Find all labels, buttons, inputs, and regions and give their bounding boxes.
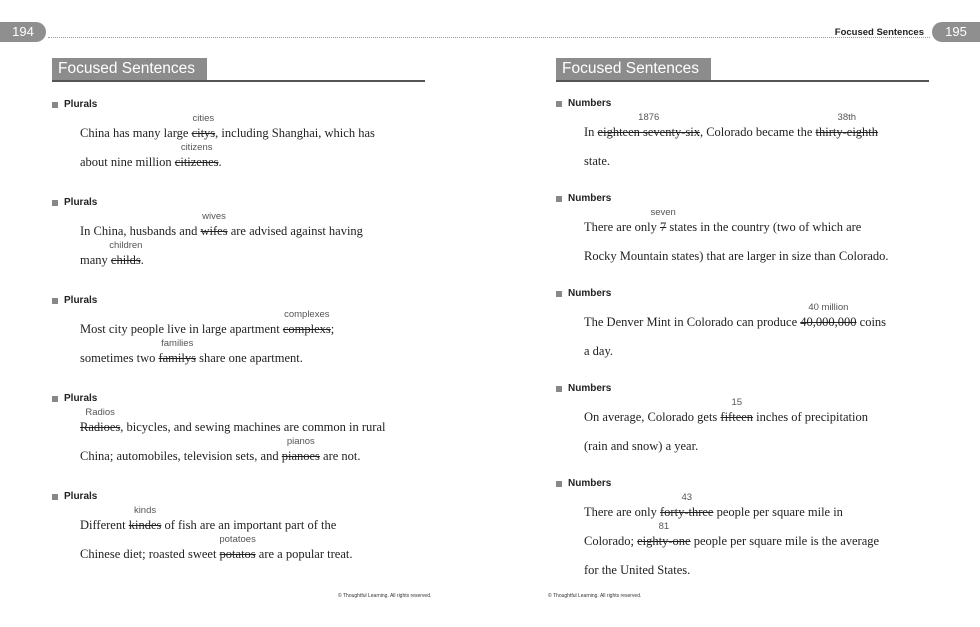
struck-word: potatos [219,547,256,561]
handwritten-correction: kinds [133,505,157,516]
text: are not. [323,449,361,463]
correction [282,309,331,337]
text: for the United States. [584,563,691,577]
sentence-line [584,492,843,520]
text: , Colorado became the [699,125,813,139]
text: ; [330,322,335,336]
sentence-line [80,436,361,464]
page-number-left: 194 [0,22,46,42]
copyright-footer-left: © Thoughtful Learning. All rights reserved. [338,593,432,599]
text: There are only [584,220,657,234]
item-label: Plurals [64,295,98,306]
sentence-line [584,112,879,140]
sentence-line [584,154,610,169]
text: Chinese diet; roasted sweet [80,547,217,561]
correction [158,338,196,366]
text: . [140,253,144,267]
struck-word: thirty-eighth [815,125,879,139]
item-label: Plurals [64,197,98,208]
section-title-left: Focused Sentences [52,58,207,80]
correction [109,240,143,268]
sentence-line [80,407,386,435]
text: In [584,125,595,139]
text: Different [80,518,126,532]
text: are advised against having [230,224,363,238]
correction [650,207,676,235]
bullet [52,200,58,206]
sentence-line [80,309,335,337]
sentence-line [80,534,353,562]
text: sometimes two [80,351,156,365]
text: about nine million [80,155,172,169]
correction [219,534,256,562]
sentence-line [80,338,303,366]
item-label: Numbers [568,288,612,299]
text: states in the country (two of which are [669,220,862,234]
sentence-line [584,397,868,425]
handwritten-correction: 40 million [808,302,849,313]
struck-word: eighteen seventy-six [597,125,700,139]
item-label: Plurals [64,393,98,404]
correction [174,142,219,170]
sentence-line [584,207,862,235]
item-label: Numbers [568,193,612,204]
handwritten-correction: seven [650,207,676,218]
text: In China, husbands and [80,224,198,238]
struck-word: childs [110,253,141,267]
handwritten-correction: potatoes [219,534,256,545]
right-column [556,0,936,627]
sentence-line [80,113,423,141]
handwritten-correction: pianos [286,436,315,447]
handwritten-correction: 38th [837,112,857,123]
item-label: Numbers [568,478,612,489]
sentence-line [80,211,363,239]
text: state. [584,154,611,168]
text: are a popular treat. [258,547,353,561]
correction [660,492,714,520]
sentence-line [584,344,613,359]
text: , including Shanghai, which has [215,126,375,140]
struck-word: 40,000,000 [800,315,857,329]
sentence-line [80,240,144,268]
bullet [556,101,562,107]
text: On average, Colorado gets [584,410,718,424]
sentence-line [584,302,887,330]
bullet [556,291,562,297]
text: The Denver Mint in Colorado can produce [584,315,798,329]
running-title: Focused Sentences [834,27,924,38]
text: coins [859,315,887,329]
correction [80,407,121,435]
sentence-line [80,505,337,533]
struck-word: kindes [128,518,162,532]
struck-word: eighty-one [637,534,691,548]
handwritten-correction: children [109,240,143,251]
bullet [556,386,562,392]
struck-word: fifteen [720,410,754,424]
item-label: Numbers [568,98,612,109]
section-title-right: Focused Sentences [556,58,711,80]
struck-word: pianoes [281,449,320,463]
text: (rain and snow) a year. [584,439,699,453]
bullet [556,196,562,202]
text: China; automobiles, television sets, and [80,449,279,463]
handwritten-correction: 81 [658,521,670,532]
correction [800,302,857,330]
struck-word: citys [191,126,216,140]
item-label: Numbers [568,383,612,394]
bullet [52,298,58,304]
bullet [52,102,58,108]
handwritten-correction: 15 [731,397,743,408]
sentence-line [584,563,690,578]
correction [720,397,754,425]
text: many [80,253,108,267]
correction [597,112,700,140]
handwritten-correction: 1876 [638,112,660,123]
sentence-line [584,439,698,454]
struck-word: forty-three [660,505,714,519]
item-label: Plurals [64,99,98,110]
text: inches of precipitation [756,410,868,424]
text: a day. [584,344,614,358]
struck-word: wifes [200,224,228,238]
handwritten-correction: complexes [284,309,330,320]
correction [200,211,228,239]
text: of fish are an important part of the [164,518,337,532]
copyright-footer-right: © Thoughtful Learning. All rights reserved. [548,593,642,599]
text: people per square mile in [716,505,843,519]
struck-word: familys [158,351,196,365]
struck-word: 7 [660,220,667,234]
correction [637,521,691,549]
text: Most city people live in large apartment [80,322,280,336]
struck-word: Radioes [80,420,121,434]
correction [281,436,320,464]
sentence-line [584,521,880,549]
sentence-line [80,142,222,170]
text: share one apartment. [199,351,303,365]
item-label: Plurals [64,491,98,502]
struck-word: citizenes [174,155,219,169]
handwritten-correction: cities [192,113,215,124]
correction [128,505,162,533]
sentence-line [584,249,889,264]
handwritten-correction: families [161,338,194,349]
text: Rocky Mountain states) that are larger in size than Colorado. [584,249,889,263]
left-column [52,0,432,627]
handwritten-correction: Radios [85,407,115,418]
text: people per square mile is the average [693,534,880,548]
correction [191,113,216,141]
text: . [218,155,222,169]
text: There are only [584,505,657,519]
page-number-right: 195 [932,22,980,42]
text: China has many large [80,126,189,140]
text: Colorado; [584,534,634,548]
bullet [556,481,562,487]
bullet [52,396,58,402]
text: , bicycles, and sewing machines are common in rural [120,420,386,434]
struck-word: complexs [282,322,331,336]
correction [815,112,879,140]
bullet [52,494,58,500]
handwritten-correction: wives [202,211,226,222]
handwritten-correction: 43 [681,492,693,503]
handwritten-correction: citizens [180,142,213,153]
